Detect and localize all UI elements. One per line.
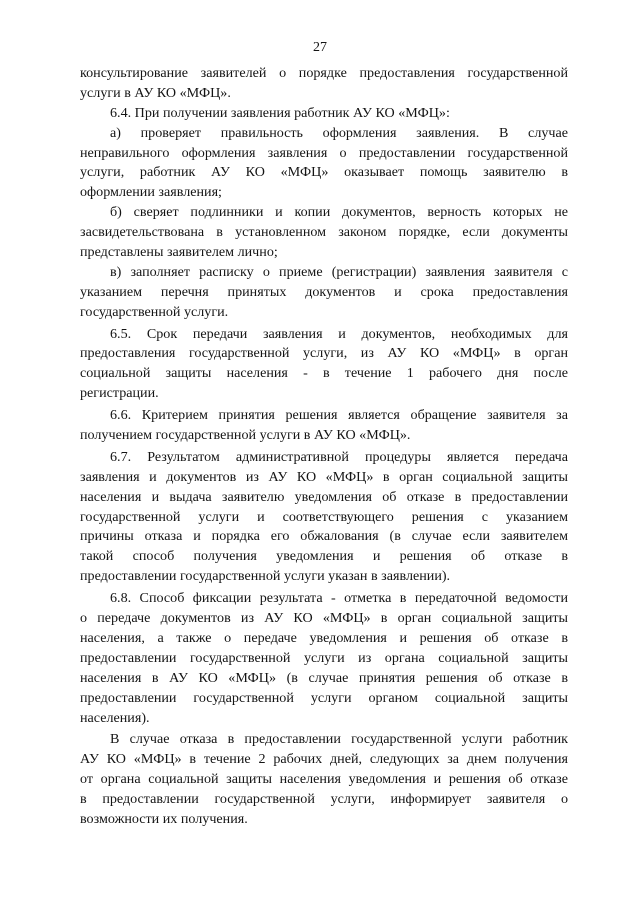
text-line: предоставлении государственной услуги из органа социальной защиты <box>80 649 568 666</box>
text-line: о передаче документов из АУ КО «МФЦ» в орган социальной защиты <box>80 610 568 627</box>
document-body <box>80 64 568 830</box>
text-line: услуги, работник АУ КО «МФЦ» оказывает помощь заявителю в <box>80 164 568 181</box>
text-line: населения и выдача заявителю уведомления об отказе в предоставлении <box>80 488 568 505</box>
text-line: а) проверяет правильность оформления заявления. В случае <box>110 124 568 141</box>
text-line: в) заполняет расписку о приеме (регистрации) заявления заявителя с <box>110 263 568 280</box>
text-line: 6.4. При получении заявления работник АУ КО «МФЦ»: <box>110 104 450 121</box>
text-line: указанием перечня принятых документов и срока предоставления <box>80 283 568 300</box>
text-line: консультирование заявителей о порядке предоставления государственной <box>80 65 568 81</box>
text-line: предоставлении государственной услуги органом социальной защиты <box>80 689 568 706</box>
text-line: 6.7. Результатом административной процедуры является передача <box>110 448 568 465</box>
text-line: АУ КО «МФЦ» в течение 2 рабочих дней, следующих за днем получения <box>80 751 568 768</box>
text-line: населения в АУ КО «МФЦ» (в случае принятия решения об отказе в <box>80 669 568 686</box>
text-line: в предоставлении государственной услуги, информирует заявителя о <box>80 791 568 808</box>
text-line: оформлении заявления; <box>80 184 222 201</box>
text-line: получением государственной услуги в АУ КО «МФЦ». <box>80 427 411 444</box>
text-line: услуги в АУ КО «МФЦ». <box>80 84 231 101</box>
text-line: от органа социальной защиты населения уведомления и решения об отказе <box>80 771 568 788</box>
text-line: государственной услуги и соответствующего решения с указанием <box>80 508 568 525</box>
text-line: возможности их получения. <box>80 810 248 827</box>
text-line: неправильного оформления заявления о предоставлении государственной <box>80 144 568 161</box>
text-line: предоставления государственной услуги, из АУ КО «МФЦ» в орган <box>80 345 568 362</box>
text-line: такой способ получения уведомления и решения об отказе в <box>80 548 568 565</box>
text-line: засвидетельствована в установленном законом порядке, если документы <box>80 224 568 241</box>
text-line: 6.6. Критерием принятия решения является обращение заявителя за <box>110 407 568 424</box>
text-line: государственной услуги. <box>80 303 229 320</box>
text-line: 6.5. Срок передачи заявления и документов, необходимых для <box>110 325 568 342</box>
text-line: населения, а также о передаче уведомления и решения об отказе в <box>80 629 568 646</box>
text-line: населения). <box>80 709 150 726</box>
page-number: 27 <box>313 40 327 55</box>
text-line: В случае отказа в предоставлении государственной услуги работник <box>110 731 568 748</box>
text-line: причины отказа и порядка его обжалования (в случае если заявителем <box>80 528 568 545</box>
text-line: б) сверяет подлинники и копии документов, верность которых не <box>110 204 568 221</box>
text-line: заявления и документов из АУ КО «МФЦ» в орган социальной защиты <box>80 468 568 485</box>
text-line: регистрации. <box>80 385 159 402</box>
text-line: представлены заявителем лично; <box>80 244 278 261</box>
text-line: социальной защиты населения - в течение 1 рабочего дня после <box>80 365 568 382</box>
text-line: 6.8. Способ фиксации результата - отметка в передаточной ведомости <box>110 590 568 607</box>
text-line: предоставлении государственной услуги указан в заявлении). <box>80 568 451 585</box>
